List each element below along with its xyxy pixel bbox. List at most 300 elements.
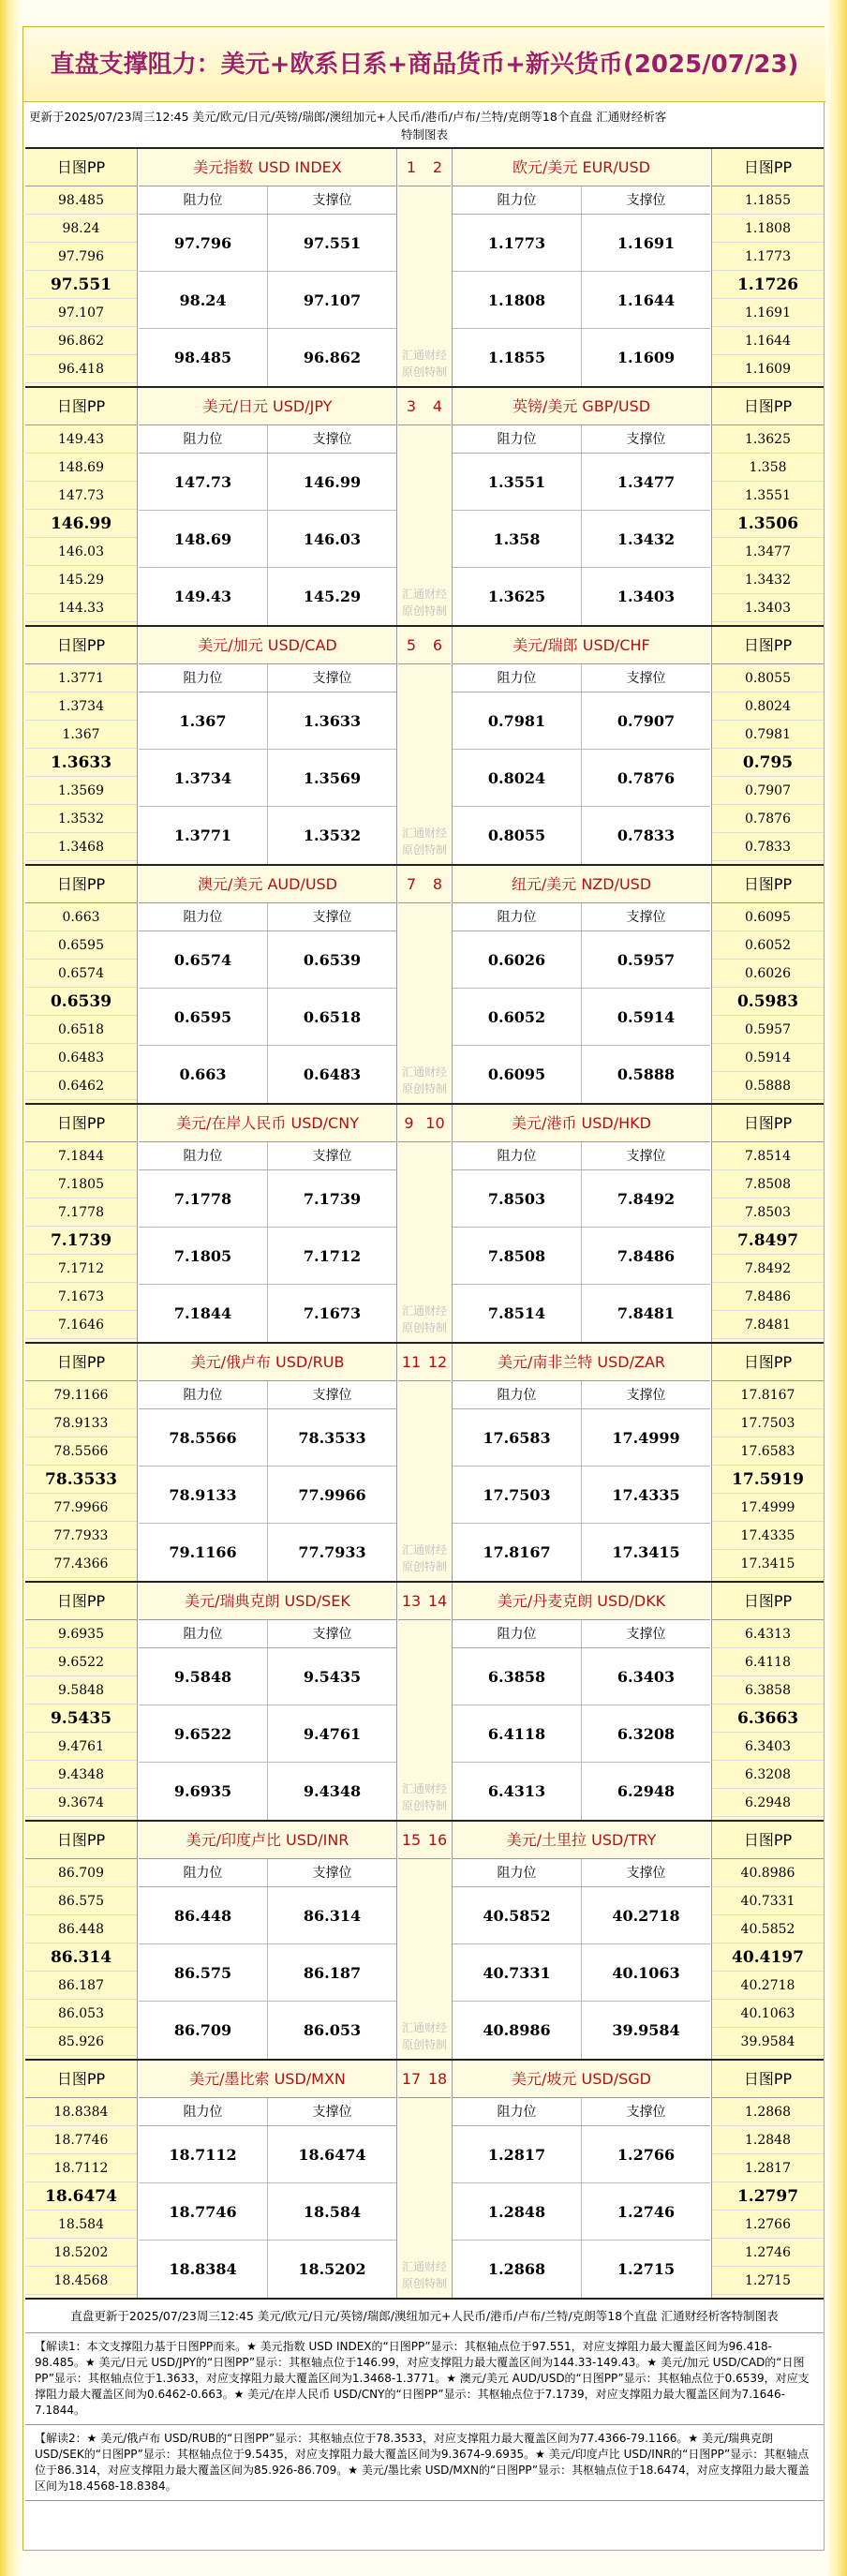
pair-table-right [452, 627, 710, 864]
pivot-point-value: 17.5919 [712, 1466, 824, 1494]
resistance-header: 阻力位 [139, 1381, 268, 1408]
level-row [453, 1763, 710, 1820]
pp-level-value: 1.3468 [25, 833, 137, 861]
support-value: 1.1609 [617, 349, 676, 366]
watermark [398, 1064, 451, 1097]
pair-header-row [139, 425, 396, 454]
pp-level-value: 1.1644 [712, 327, 824, 355]
support-header: 支撑位 [312, 1627, 352, 1642]
pp-column-left [25, 1344, 138, 1581]
resistance-value: 7.8514 [453, 1285, 582, 1342]
resistance-value: 0.8024 [453, 750, 582, 806]
level-row [139, 1046, 396, 1103]
pair-header-row [139, 186, 396, 215]
section-number-right: 10 [425, 1114, 445, 1132]
pair-header-row [139, 1142, 396, 1170]
pp-level-value: 0.6026 [712, 960, 824, 988]
pp-level-value: 1.3551 [712, 482, 824, 510]
resistance-value: 9.6935 [139, 1763, 268, 1820]
resistance-value: 0.6052 [453, 989, 582, 1045]
level-row [453, 989, 710, 1046]
resistance-value: 79.1166 [139, 1524, 268, 1581]
resistance-value: 40.8986 [453, 2002, 582, 2059]
watermark [398, 1541, 451, 1575]
level-row [453, 215, 710, 272]
pp-column-left [25, 2061, 138, 2298]
section-number-right: 2 [432, 158, 443, 176]
pp-level-value: 1.2868 [712, 2098, 824, 2126]
pp-level-value: 98.485 [25, 186, 137, 215]
pp-level-value: 86.053 [25, 2000, 137, 2028]
resistance-value: 1.1773 [453, 215, 582, 271]
pp-column-header: 日图PP [712, 388, 824, 425]
support-header: 支撑位 [312, 2105, 352, 2120]
resistance-header: 阻力位 [139, 903, 268, 931]
pp-level-value: 6.4118 [712, 1648, 824, 1676]
section-numbers [398, 866, 451, 903]
watermark-line-1: 汇通财经 [401, 1304, 447, 1318]
resistance-value: 7.8503 [453, 1170, 582, 1227]
pivot-point-value: 78.3533 [25, 1466, 137, 1494]
resistance-value: 7.8508 [453, 1228, 582, 1284]
pp-level-value: 7.8514 [712, 1142, 824, 1170]
pair-header-row [453, 1859, 710, 1887]
pp-level-value: 1.1855 [712, 186, 824, 215]
support-value: 40.1063 [612, 1964, 680, 1982]
pp-level-value: 1.3432 [712, 566, 824, 594]
pair-header-row [453, 186, 710, 215]
pair-name: 英镑/美元 GBP/USD [453, 388, 710, 425]
pp-level-value: 86.187 [25, 1972, 137, 2000]
support-value: 97.551 [303, 234, 362, 252]
resistance-value: 1.3625 [453, 568, 582, 625]
pp-level-value: 1.3734 [25, 692, 137, 721]
pp-column-right [711, 149, 824, 386]
support-value: 1.1691 [617, 234, 676, 252]
level-row [139, 2183, 396, 2241]
section-number-left: 3 [406, 397, 417, 415]
pp-level-value: 1.3569 [25, 777, 137, 805]
section-index [398, 388, 451, 625]
section-index [398, 1344, 451, 1581]
pp-level-value: 17.8167 [712, 1381, 824, 1409]
level-row [139, 2126, 396, 2183]
pp-level-value: 0.8024 [712, 692, 824, 721]
watermark-line-1: 汇通财经 [401, 1782, 447, 1795]
pp-level-value: 77.7933 [25, 1522, 137, 1550]
pp-column-header: 日图PP [25, 866, 137, 903]
pp-level-value: 40.1063 [712, 2000, 824, 2028]
pp-column-right [711, 1822, 824, 2059]
watermark [398, 1303, 451, 1336]
watermark-line-2: 原创特制 [401, 1082, 447, 1095]
pp-level-value: 0.5888 [712, 1072, 824, 1100]
pp-level-value: 0.6483 [25, 1044, 137, 1072]
pair-header-row [453, 664, 710, 692]
pair-header-row [453, 1381, 710, 1409]
resistance-value: 147.73 [139, 454, 268, 510]
level-row [139, 454, 396, 511]
pair-table-left [139, 627, 397, 864]
level-row [453, 807, 710, 864]
pp-column-left [25, 1105, 138, 1342]
pp-column-header: 日图PP [25, 627, 137, 664]
resistance-value: 149.43 [139, 568, 268, 625]
level-row [453, 454, 710, 511]
pp-column-header: 日图PP [712, 149, 824, 186]
support-value: 0.6483 [303, 1065, 362, 1083]
support-value: 7.8492 [617, 1190, 676, 1208]
subtitle-line-1: 更新于2025/07/23周三12:45 美元/欧元/日元/英镑/瑞郎/澳纽加元+人民币/港币/卢布/兰特/克朗等18个直盘 汇通财经析客 [29, 110, 667, 124]
pp-column-header: 日图PP [25, 1583, 137, 1620]
watermark-line-1: 汇通财经 [401, 826, 447, 840]
pair-header-row [139, 903, 396, 931]
resistance-value: 40.7331 [453, 1944, 582, 2001]
pivot-point-value: 86.314 [25, 1943, 137, 1972]
resistance-value: 86.448 [139, 1887, 268, 1943]
resistance-value: 78.5566 [139, 1409, 268, 1466]
resistance-header: 阻力位 [453, 664, 582, 692]
support-header: 支撑位 [626, 2105, 666, 2120]
pp-level-value: 18.7746 [25, 2126, 137, 2154]
pp-level-value: 0.6518 [25, 1016, 137, 1044]
section-number-left: 9 [404, 1114, 414, 1132]
level-row [139, 1648, 396, 1705]
pp-column-left [25, 866, 138, 1103]
pp-level-value: 17.3415 [712, 1550, 824, 1578]
pair-header-row [139, 664, 396, 692]
level-row [453, 1705, 710, 1763]
pp-column-header: 日图PP [25, 1105, 137, 1142]
support-header: 支撑位 [312, 1866, 352, 1881]
pp-level-value: 6.3858 [712, 1676, 824, 1705]
resistance-header: 阻力位 [139, 1859, 268, 1886]
watermark [398, 2019, 451, 2053]
pp-level-value: 1.2746 [712, 2239, 824, 2267]
pp-level-value: 1.1808 [712, 215, 824, 243]
pair-section [25, 2059, 824, 2298]
section-number-left: 17 [401, 2070, 422, 2088]
pp-level-value: 40.7331 [712, 1887, 824, 1915]
pivot-point-value: 146.99 [25, 510, 137, 538]
support-value: 1.3569 [303, 769, 362, 787]
pp-level-value: 18.5202 [25, 2239, 137, 2267]
watermark [398, 2258, 451, 2292]
watermark-line-2: 原创特制 [401, 604, 447, 618]
pair-table-left [139, 1105, 397, 1342]
pp-level-value: 6.3403 [712, 1733, 824, 1761]
pp-level-value: 7.8503 [712, 1199, 824, 1227]
section-number-right: 16 [427, 1831, 448, 1849]
level-row [139, 750, 396, 807]
pp-column-header: 日图PP [712, 866, 824, 903]
pp-column-left [25, 149, 138, 386]
pair-section [25, 1103, 824, 1342]
level-row [139, 1228, 396, 1285]
pair-section [25, 1342, 824, 1581]
resistance-value: 1.1808 [453, 272, 582, 328]
pair-name: 美元/俄卢布 USD/RUB [139, 1344, 396, 1381]
pp-level-value: 1.1773 [712, 243, 824, 271]
pair-section [25, 625, 824, 864]
support-header: 支撑位 [626, 193, 666, 208]
resistance-value: 78.9133 [139, 1467, 268, 1523]
pp-column-right [711, 2061, 824, 2298]
pair-table-left [139, 149, 397, 386]
pivot-point-value: 1.1726 [712, 271, 824, 299]
section-number-right: 4 [432, 397, 443, 415]
support-value: 0.7833 [617, 826, 676, 844]
level-row [139, 2241, 396, 2298]
resistance-value: 18.7112 [139, 2126, 268, 2182]
support-value: 9.4761 [303, 1725, 362, 1743]
pp-level-value: 18.8384 [25, 2098, 137, 2126]
pp-level-value: 148.69 [25, 454, 137, 482]
level-row [453, 2241, 710, 2298]
section-index [398, 1822, 451, 2059]
pp-level-value: 7.1805 [25, 1170, 137, 1199]
pair-name: 美元指数 USD INDEX [139, 149, 396, 186]
pair-table-left [139, 1583, 397, 1820]
pp-level-value: 0.7907 [712, 777, 824, 805]
support-value: 18.6474 [298, 2146, 366, 2164]
pair-header-row [453, 903, 710, 931]
level-row [139, 1285, 396, 1342]
resistance-value: 1.3734 [139, 750, 268, 806]
pp-level-value: 9.6522 [25, 1648, 137, 1676]
support-header: 支撑位 [312, 1149, 352, 1164]
pp-level-value: 18.4568 [25, 2267, 137, 2295]
resistance-header: 阻力位 [139, 1620, 268, 1647]
pp-level-value: 144.33 [25, 594, 137, 622]
resistance-value: 1.2848 [453, 2183, 582, 2240]
pair-table-left [139, 2061, 397, 2298]
support-value: 0.6518 [303, 1008, 362, 1026]
pp-column-right [711, 866, 824, 1103]
pp-level-value: 1.3403 [712, 594, 824, 622]
pp-level-value: 0.5914 [712, 1044, 824, 1072]
pair-section [25, 147, 824, 386]
pp-level-value: 1.3625 [712, 425, 824, 454]
section-number-right: 6 [432, 636, 443, 654]
resistance-value: 98.485 [139, 329, 268, 386]
support-value: 146.03 [303, 530, 362, 548]
resistance-header: 阻力位 [453, 1620, 582, 1647]
pp-level-value: 77.4366 [25, 1550, 137, 1578]
resistance-value: 9.5848 [139, 1648, 268, 1705]
level-row [453, 1524, 710, 1581]
section-number-left: 1 [406, 158, 417, 176]
pp-level-value: 1.2817 [712, 2154, 824, 2182]
pivot-point-value: 1.2797 [712, 2182, 824, 2211]
pp-column-header: 日图PP [712, 1822, 824, 1859]
section-number-left: 15 [401, 1831, 422, 1849]
support-value: 1.3432 [617, 530, 676, 548]
level-row [453, 1228, 710, 1285]
pair-section [25, 1820, 824, 2059]
pp-level-value: 146.03 [25, 538, 137, 566]
resistance-value: 1.2868 [453, 2241, 582, 2298]
pp-column-left [25, 627, 138, 864]
pivot-point-value: 9.5435 [25, 1705, 137, 1733]
resistance-header: 阻力位 [453, 425, 582, 453]
resistance-value: 0.7981 [453, 692, 582, 749]
resistance-value: 1.3551 [453, 454, 582, 510]
support-value: 1.3633 [303, 712, 362, 730]
pair-name: 澳元/美元 AUD/USD [139, 866, 396, 903]
section-number-left: 5 [406, 636, 417, 654]
pp-column-header: 日图PP [712, 1344, 824, 1381]
page-title: 直盘支撑阻力：美元+欧系日系+商品货币+新兴货币(2025/07/23) [23, 27, 825, 102]
pair-name: 美元/土里拉 USD/TRY [453, 1822, 710, 1859]
resistance-header: 阻力位 [453, 186, 582, 214]
pp-level-value: 1.2766 [712, 2211, 824, 2239]
pair-name: 美元/港币 USD/HKD [453, 1105, 710, 1142]
section-number-left: 13 [401, 1592, 422, 1610]
support-value: 7.1712 [303, 1247, 362, 1265]
pp-level-value: 7.8508 [712, 1170, 824, 1199]
pp-level-value: 0.6095 [712, 903, 824, 931]
level-row [139, 568, 396, 625]
support-value: 39.9584 [612, 2021, 680, 2039]
pp-level-value: 0.8055 [712, 664, 824, 692]
level-row [453, 750, 710, 807]
watermark-line-2: 原创特制 [401, 843, 447, 856]
section-numbers [398, 2061, 451, 2098]
section-numbers [398, 149, 451, 186]
support-header: 支撑位 [626, 1866, 666, 1881]
pp-level-value: 0.6574 [25, 960, 137, 988]
pair-header-row [453, 425, 710, 454]
resistance-header: 阻力位 [453, 903, 582, 931]
level-row [139, 2002, 396, 2059]
level-row [453, 1285, 710, 1342]
resistance-header: 阻力位 [453, 1859, 582, 1886]
footer-update: 直盘更新于2025/07/23周三12:45 美元/欧元/日元/英镑/瑞郎/澳纽加元+人民币/港币/卢布/兰特/克朗等18个直盘 汇通财经析客特制图表 [25, 2300, 824, 2333]
pp-column-left [25, 388, 138, 625]
pp-level-value: 1.1609 [712, 355, 824, 383]
pp-level-value: 86.575 [25, 1887, 137, 1915]
pair-header-row [139, 1381, 396, 1409]
pp-level-value: 6.4313 [712, 1620, 824, 1648]
pair-header-row [453, 2098, 710, 2126]
resistance-value: 86.709 [139, 2002, 268, 2059]
pp-level-value: 96.862 [25, 327, 137, 355]
watermark-line-2: 原创特制 [401, 1560, 447, 1573]
support-value: 18.584 [303, 2203, 362, 2221]
pp-level-value: 17.4335 [712, 1522, 824, 1550]
footer-note-1: 【解读1：本文支撑阻力基于日图PP而来。★ 美元指数 USD INDEX的“日图PP”显示：其枢轴点位于97.551，对应支撑阻力最大覆盖区间为96.418-98.485。★ 美元/日元 USD/JPY的“日图PP”显示：其枢轴点位于146.99，对应支撑阻力最大覆盖区间为144.33-149.43。★ 美元/加元 USD/CAD的“日图PP”显示：其枢轴点位于1.3633，对应支撑阻力最大覆盖区间为1.3468-1.3771。★ 澳元/美元 AUD/USD的“日图PP”显示：其枢轴点位于0.6539，对应支撑阻力最大覆盖区间为0.6462-0.663。★ 美元/在岸人民币 USD/CNY的“日图PP”显示：其枢轴点位于7.1739，对应支撑阻力最大覆盖区间为7.1646-7.1844。 [25, 2333, 824, 2425]
footer [25, 2298, 824, 2501]
watermark-line-2: 原创特制 [401, 1799, 447, 1812]
pair-table-left [139, 866, 397, 1103]
resistance-header: 阻力位 [139, 2098, 268, 2125]
pair-name: 美元/瑞典克朗 USD/SEK [139, 1583, 396, 1620]
pp-column-left [25, 1822, 138, 2059]
pp-level-value: 96.418 [25, 355, 137, 383]
pair-table-right [452, 2061, 710, 2298]
pp-level-value: 17.7503 [712, 1409, 824, 1437]
pp-level-value: 78.9133 [25, 1409, 137, 1437]
level-row [453, 329, 710, 386]
section-index [398, 1105, 451, 1342]
pivot-point-value: 7.1739 [25, 1227, 137, 1255]
resistance-value: 0.6574 [139, 931, 268, 988]
pp-level-value: 145.29 [25, 566, 137, 594]
pp-level-value: 7.1778 [25, 1199, 137, 1227]
pivot-point-value: 18.6474 [25, 2182, 137, 2211]
pair-table-right [452, 866, 710, 1103]
pp-level-value: 17.4999 [712, 1494, 824, 1522]
resistance-value: 17.7503 [453, 1467, 582, 1523]
resistance-value: 1.367 [139, 692, 268, 749]
pp-level-value: 18.7112 [25, 2154, 137, 2182]
resistance-value: 7.1778 [139, 1170, 268, 1227]
watermark [398, 1780, 451, 1814]
pp-level-value: 0.7876 [712, 805, 824, 833]
pp-level-value: 9.4761 [25, 1733, 137, 1761]
pivot-point-value: 6.3663 [712, 1705, 824, 1733]
support-value: 77.9966 [298, 1486, 366, 1504]
watermark-line-2: 原创特制 [401, 1321, 447, 1334]
pair-name: 纽元/美元 NZD/USD [453, 866, 710, 903]
pp-level-value: 79.1166 [25, 1381, 137, 1409]
level-row [453, 1467, 710, 1524]
section-numbers [398, 627, 451, 664]
pp-column-header: 日图PP [25, 149, 137, 186]
support-value: 17.4335 [612, 1486, 680, 1504]
pp-column-right [711, 627, 824, 864]
resistance-header: 阻力位 [139, 664, 268, 692]
resistance-value: 1.3771 [139, 807, 268, 864]
pp-level-value: 0.663 [25, 903, 137, 931]
pp-level-value: 7.1712 [25, 1255, 137, 1283]
section-index [398, 1583, 451, 1820]
pp-level-value: 149.43 [25, 425, 137, 454]
pair-section [25, 864, 824, 1103]
support-value: 97.107 [303, 291, 362, 309]
resistance-value: 6.4313 [453, 1763, 582, 1820]
pp-level-value: 98.24 [25, 215, 137, 243]
pp-column-header: 日图PP [712, 1105, 824, 1142]
resistance-value: 0.6595 [139, 989, 268, 1045]
pp-level-value: 1.2715 [712, 2267, 824, 2295]
support-value: 40.2718 [612, 1907, 680, 1925]
section-number-right: 8 [432, 875, 443, 893]
pp-level-value: 86.448 [25, 1915, 137, 1943]
pair-name: 欧元/美元 EUR/USD [453, 149, 710, 186]
support-value: 0.5957 [617, 951, 676, 969]
section-number-right: 18 [427, 2070, 448, 2088]
pivot-point-value: 97.551 [25, 271, 137, 299]
level-row [453, 931, 710, 989]
page-subtitle [29, 108, 820, 143]
pp-level-value: 40.5852 [712, 1915, 824, 1943]
section-numbers [398, 1822, 451, 1859]
support-value: 1.3477 [617, 473, 676, 491]
pp-column-right [711, 1344, 824, 1581]
pp-level-value: 39.9584 [712, 2028, 824, 2056]
watermark [398, 347, 451, 380]
support-value: 1.2766 [617, 2146, 676, 2164]
resistance-header: 阻力位 [453, 1142, 582, 1169]
level-row [453, 1648, 710, 1705]
pair-table-left [139, 1822, 397, 2059]
level-row [453, 2183, 710, 2241]
pp-level-value: 6.3208 [712, 1761, 824, 1789]
level-row [453, 2126, 710, 2183]
pp-column-right [711, 388, 824, 625]
